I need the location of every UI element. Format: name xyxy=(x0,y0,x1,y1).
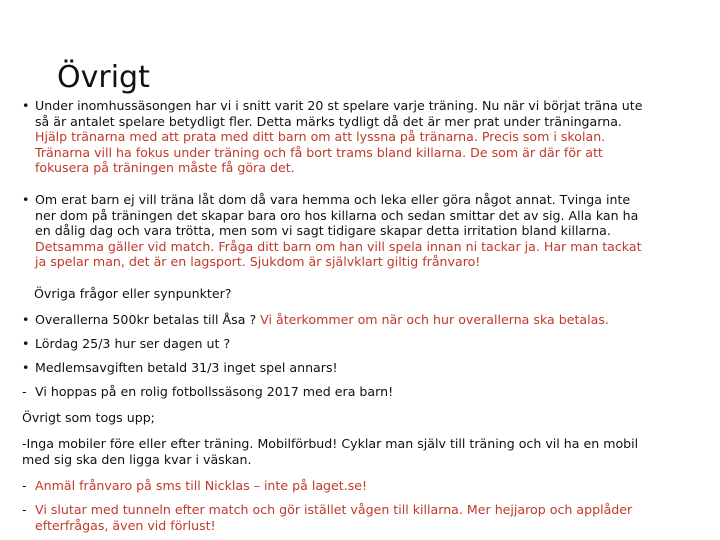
question-membership-fee xyxy=(22,360,714,376)
bullet-marker: • xyxy=(22,312,30,327)
bullet-item xyxy=(22,98,714,176)
bullet-item xyxy=(22,360,714,376)
highlight-line: Tränarna vill ha fokus under träning och få bort trams bland killarna. De som är där för att xyxy=(35,144,603,160)
text-line: ner dom på träningen det skapar bara oro hos killarna och sedan smittar det av sig. Alla kan ha xyxy=(35,207,639,223)
other-heading: Övrigt som togs upp; xyxy=(22,410,155,425)
question-saturday xyxy=(22,336,714,352)
item-text: Vi hoppas på en rolig fotbollssäsong 2017 med era barn! xyxy=(35,384,394,399)
text-line: -Inga mobiler före eller efter träning. Mobilförbud! Cyklar man själv till träning och vil ha en mobil xyxy=(22,436,639,451)
dash-marker: - xyxy=(22,384,27,399)
text-line: med sig ska den ligga kvar i väskan. xyxy=(22,451,252,467)
bullet-marker: • xyxy=(22,360,30,375)
dash-marker: - xyxy=(22,478,27,493)
highlight-line: Vi slutar med tunneln efter match och gör istället vågen till killarna. Mer hejjarop och applåder xyxy=(35,502,633,517)
text-line: en dålig dag och vara trötta, men som vi sagt tidigare skapar detta irritation bland killarna. xyxy=(35,223,611,239)
questions-heading: Övriga frågor eller synpunkter? xyxy=(34,286,232,301)
other-absence xyxy=(22,478,714,494)
bullet-marker: • xyxy=(22,336,30,351)
question-text: Medlemsavgiften betald 31/3 inget spel annars! xyxy=(35,360,338,375)
dash-item xyxy=(22,478,714,494)
bullet-item xyxy=(22,336,714,352)
text-line: Om erat barn ej vill träna låt dom då vara hemma och leka eller göra något annat. Tvinga inte xyxy=(35,192,631,207)
text-line: så är antalet spelare betydligt fler. Detta märks tydligt då det är mer prat under träningarna. xyxy=(35,113,622,129)
text-line: Under inomhussäsongen har vi i snitt varit 20 st spelare varje träning. Nu när vi börjat träna ute xyxy=(35,98,643,113)
bullet-marker: • xyxy=(22,192,30,207)
highlight-line: ja spelar man, det är en lagsport. Sjukdom är självklart giltig frånvaro! xyxy=(35,254,481,270)
highlight-line: efterfrågas, även vid förlust! xyxy=(35,517,216,533)
bullet-marker: • xyxy=(22,98,30,113)
dash-item xyxy=(22,384,714,400)
answer-text: Vi återkommer om när och hur overallerna ska betalas. xyxy=(260,312,609,327)
dash-item xyxy=(22,502,714,533)
paragraph-attendance xyxy=(22,192,714,270)
dash-marker: - xyxy=(22,502,27,517)
other-tunnel xyxy=(22,502,714,533)
slide-title: Övrigt xyxy=(57,60,150,95)
paragraph-training-noise xyxy=(22,98,714,176)
bullet-item xyxy=(22,312,714,328)
question-text: Overallerna 500kr betalas till Åsa ? xyxy=(35,312,261,327)
season-wish xyxy=(22,384,714,400)
question-overalls xyxy=(22,312,714,328)
item-text: Anmäl frånvaro på sms till Nicklas – inte på laget.se! xyxy=(35,478,368,493)
highlight-line: Detsamma gäller vid match. Fråga ditt barn om han vill spela innan ni tackar ja. Har man tackat xyxy=(35,238,642,254)
other-mobile-phones xyxy=(22,436,714,467)
highlight-line: Hjälp tränarna med att prata med ditt barn om att lyssna på tränarna. Precis som i skolan. xyxy=(35,129,606,145)
highlight-line: fokusera på träningen måste få göra det. xyxy=(35,160,295,176)
question-text: Lördag 25/3 hur ser dagen ut ? xyxy=(35,336,231,351)
bullet-item xyxy=(22,192,714,270)
